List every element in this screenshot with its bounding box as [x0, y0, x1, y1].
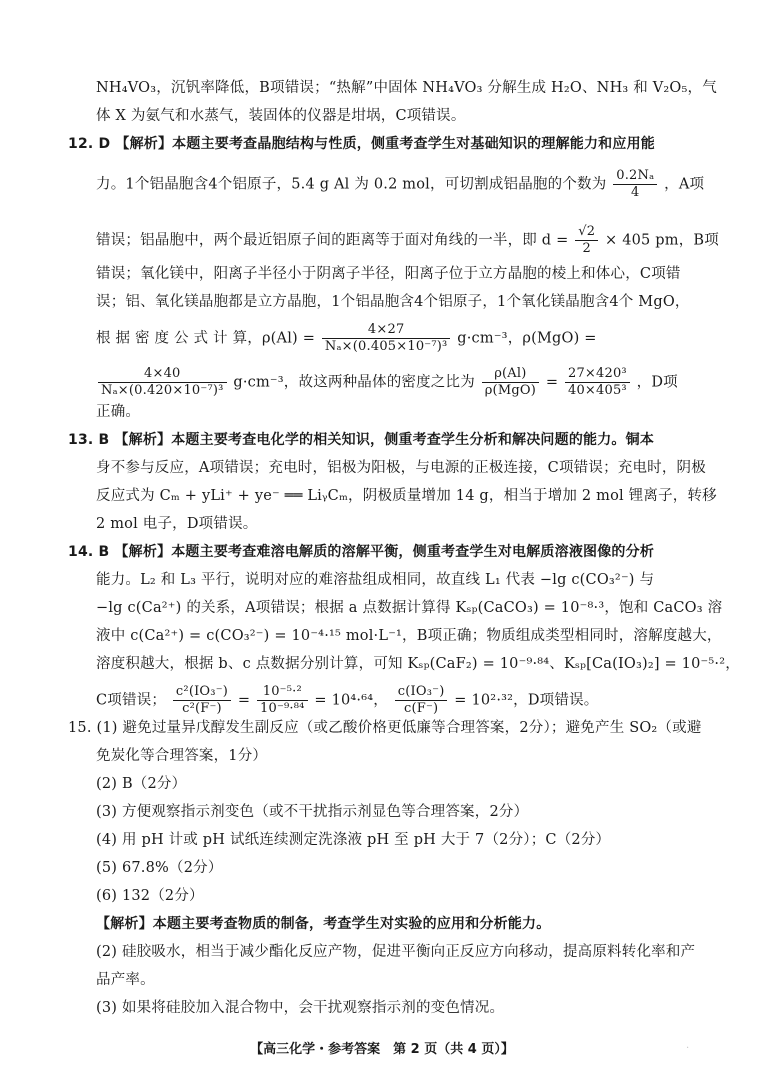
text-line: 2 mol 电子，D项错误。	[96, 516, 258, 532]
text-line: 能力。L₂ 和 L₃ 平行，说明对应的难溶盐组成相同，故直线 L₁ 代表 −lg c(CO₃²⁻) 与	[96, 572, 655, 588]
corner-mark: .	[686, 1040, 690, 1051]
text-line: (6) 132（2分）	[96, 888, 204, 904]
text-line: 反应式为 Cₘ + yLi⁺ + ye⁻ ══ LiᵧCₘ，阴极质量增加 14 g，相当于增加 2 mol 锂离子，转移	[96, 488, 717, 504]
question-15-answer-1: 15. (1) 避免过量异戊醇发生副反应（或乙酸价格更低廉等合理答案，2分）；避免产生 SO₂（或避	[68, 720, 702, 736]
text-line: (3) 如果将硅胶加入混合物中，会干扰观察指示剂的变色情况。	[96, 1000, 505, 1016]
text-line: NH₄VO₃，沉钒率降低，B项错误；“热解”中固体 NH₄VO₃ 分解生成 H₂O、NH₃ 和 V₂O₅，气	[96, 80, 717, 96]
text-line: 身不参与反应，A项错误；充电时，铝极为阳极，与电源的正极连接，C项错误；充电时，阴极	[96, 460, 706, 476]
fraction: $\frac{√2}{2}$	[575, 224, 598, 257]
fraction: $\frac{4\times 40}{\text{Nₐ×(0.420×10⁻⁷)³}}$	[98, 366, 227, 399]
text-line: 正确。	[96, 404, 141, 420]
fraction: $\frac{\text{10⁻⁵·²}}{\text{10⁻⁹·⁸⁴}}$	[257, 684, 308, 717]
text-line: 溶度积越大，根据 b、c 点数据分别计算，可知 Kₛₚ(CaF₂) = 10⁻⁹·⁸⁴、Kₛₚ[Ca(IO₃)₂] = 10⁻⁵·²，	[96, 656, 740, 672]
text-line: 力。1个铝晶胞含4个铝原子，5.4 g Al 为 0.2 mol，可切割成铝晶胞的个数为 $\frac{\text{0.2Nₐ}}{4}$ ，A项	[96, 168, 705, 200]
text-line: $\frac{4\times 40}{\text{Nₐ×(0.420×10⁻⁷)³}}$ g·cm⁻³，故这两种晶体的密度之比为 $\frac{\rho(Al)}{\text{ρ(MgO)}}$ = $\frac{\text{27×420³}}{\text{40×405³}}$ ，D项	[96, 366, 698, 399]
fraction: $\frac{\text{c(IO₃⁻)}}{c(F^-)}$	[395, 684, 448, 717]
text-line: (3) 方便观察指示剂变色（或不干扰指示剂显色等合理答案，2分）	[96, 804, 529, 820]
text-line: (5) 67.8%（2分）	[96, 860, 223, 876]
text-line: C项错误； $\frac{\text{c²(IO₃⁻)}}{\text{c²(F⁻)}}$ = $\frac{\text{10⁻⁵·²}}{\text{10⁻⁹·⁸⁴}}$ = 10⁴·⁶⁴， $\frac{\text{c(IO₃⁻)}}{c(F^-)}$ = 10²·³²，D项错误。	[96, 684, 599, 716]
fraction: $\frac{\text{0.2Nₐ}}{4}$	[613, 168, 657, 201]
text-line: 误；铝、氧化镁晶胞都是立方晶胞，1个铝晶胞含4个铝原子，1个氧化镁晶胞含4个 MgO，	[96, 294, 690, 310]
text-line: 免炭化等合理答案，1分）	[96, 748, 268, 764]
question-13-header: 13. B 【解析】本题主要考查电化学的相关知识，侧重考查学生分析和解决问题的能力。铜本	[68, 432, 655, 448]
question-14-header: 14. B 【解析】本题主要考查难溶电解质的溶解平衡，侧重考查学生对电解质溶液图像的分析	[68, 544, 655, 560]
text-line: 错误；铝晶胞中，两个最近铝原子间的距离等于面对角线的一半，即 d = $\frac{√2}{2}$ × 405 pm，B项	[96, 224, 719, 256]
fraction: $\frac{4\times 27}{\text{Nₐ×(0.405×10⁻⁷)³}}$	[322, 322, 451, 355]
text-line: 液中 c(Ca²⁺) = c(CO₃²⁻) = 10⁻⁴·¹⁵ mol·L⁻¹，B项正确；物质组成类型相同时，溶解度越大，	[96, 628, 722, 644]
page-footer: 【高三化学・参考答案 第 2 页（共 4 页）】	[250, 1042, 514, 1057]
text-line: 品产率。	[96, 972, 155, 988]
text-line: 错误；氧化镁中，阳离子半径小于阴离子半径，阳离子位于立方晶胞的棱上和体心，C项错	[96, 266, 681, 282]
text-line: 根 据 密 度 公 式 计 算，ρ(Al) = $\frac{4\times 27}{\text{Nₐ×(0.405×10⁻⁷)³}}$ g·cm⁻³，ρ(MgO) =	[96, 322, 597, 354]
text-line: (2) B（2分）	[96, 776, 187, 792]
question-12-header: 12. D 【解析】本题主要考查晶胞结构与性质，侧重考查学生对基础知识的理解能力和应用能	[68, 136, 655, 152]
fraction: $\frac{\text{27×420³}}{\text{40×405³}}$	[565, 366, 630, 399]
fraction: $\frac{\text{c²(IO₃⁻)}}{\text{c²(F⁻)}}$	[173, 684, 231, 717]
question-15-analysis-header: 【解析】本题主要考查物质的制备，考查学生对实验的应用和分析能力。	[96, 916, 551, 932]
fraction: $\frac{\rho(Al)}{\text{ρ(MgO)}}$	[482, 366, 539, 399]
text-line: (4) 用 pH 计或 pH 试纸连续测定洗涤液 pH 至 pH 大于 7（2分）；C（2分）	[96, 832, 611, 848]
text-line: (2) 硅胶吸水，相当于减少酯化反应产物，促进平衡向正反应方向移动，提高原料转化率和产	[96, 944, 696, 960]
text-line: 体 X 为氨气和水蒸气，装固体的仪器是坩埚，C项错误。	[96, 108, 466, 124]
text-line: −lg c(Ca²⁺) 的关系，A项错误；根据 a 点数据计算得 Kₛₚ(CaCO₃) = 10⁻⁸·³，饱和 CaCO₃ 溶	[96, 600, 723, 616]
